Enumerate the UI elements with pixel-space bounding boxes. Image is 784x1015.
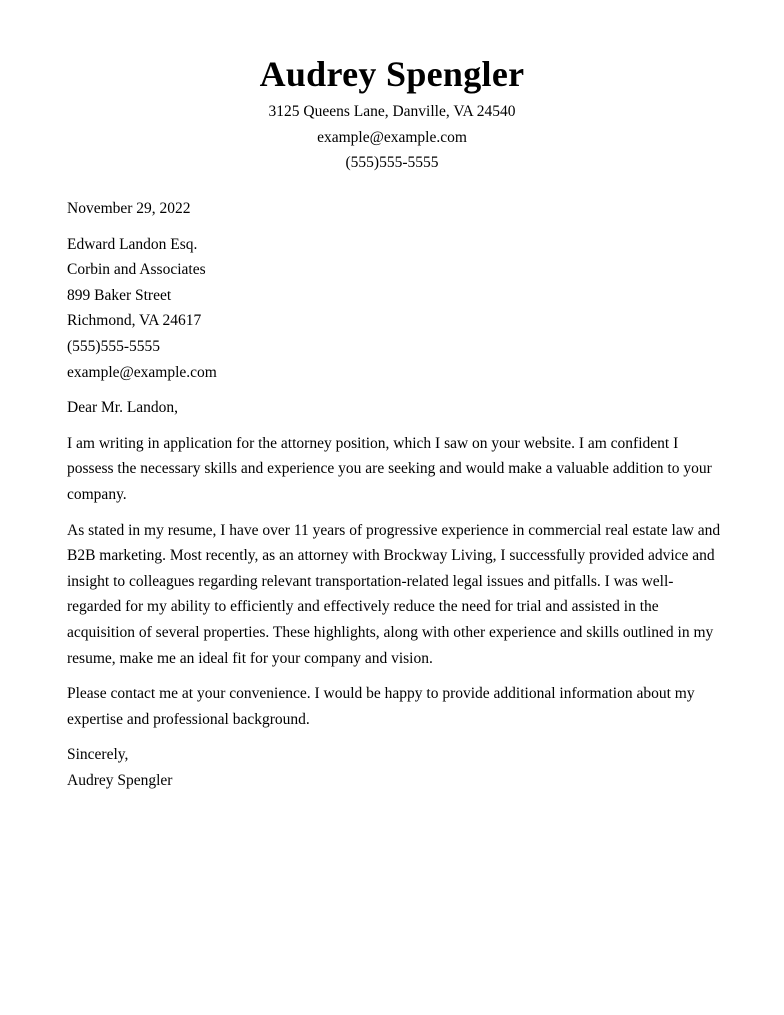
recipient-phone: (555)555-5555 [67, 337, 160, 355]
sender-name: Audrey Spengler [259, 54, 525, 94]
recipient-company: Corbin and Associates [67, 261, 206, 279]
recipient-name: Edward Landon Esq. [67, 235, 198, 253]
letter-body [67, 196, 727, 793]
sender-phone: (555)555-5555 [345, 154, 439, 171]
sender-email: example@example.com [317, 128, 467, 146]
signature-name: Audrey Spengler [67, 771, 173, 789]
closing: Sincerely, [67, 746, 129, 764]
recipient-block [67, 232, 727, 386]
salutation: Dear Mr. Landon, [67, 399, 179, 417]
recipient-street: 899 Baker Street [67, 286, 172, 304]
body-paragraph: I am writing in application for the attorney position, which I saw on your website. I am confident I possess the necessary skills and experience you are seeking and would make a valuable addition to your company. [67, 434, 712, 503]
sender-address: 3125 Queens Lane, Danville, VA 24540 [268, 103, 516, 120]
recipient-email: example@example.com [67, 363, 217, 381]
letter-date: November 29, 2022 [67, 200, 191, 217]
recipient-city: Richmond, VA 24617 [67, 312, 202, 330]
closing-block [67, 742, 727, 793]
letter-header [0, 52, 784, 176]
body-paragraph: As stated in my resume, I have over 11 years of progressive experience in commercial real estate law and B2B marketing. Most recently, as an attorney with Brockway Living, I successfully provided advice and insight to colleagues regarding relevant transportation-related legal issues and pitfalls. I was well-regarded for my ability to efficiently and effectively reduce the need for trial and assisted in the acquisition of several properties. These highlights, along with other experience and skills outlined in my resume, make me an ideal fit for your company and vision. [67, 521, 721, 667]
body-paragraph: Please contact me at your convenience. I would be happy to provide additional information about my expertise and professional background. [67, 685, 695, 728]
